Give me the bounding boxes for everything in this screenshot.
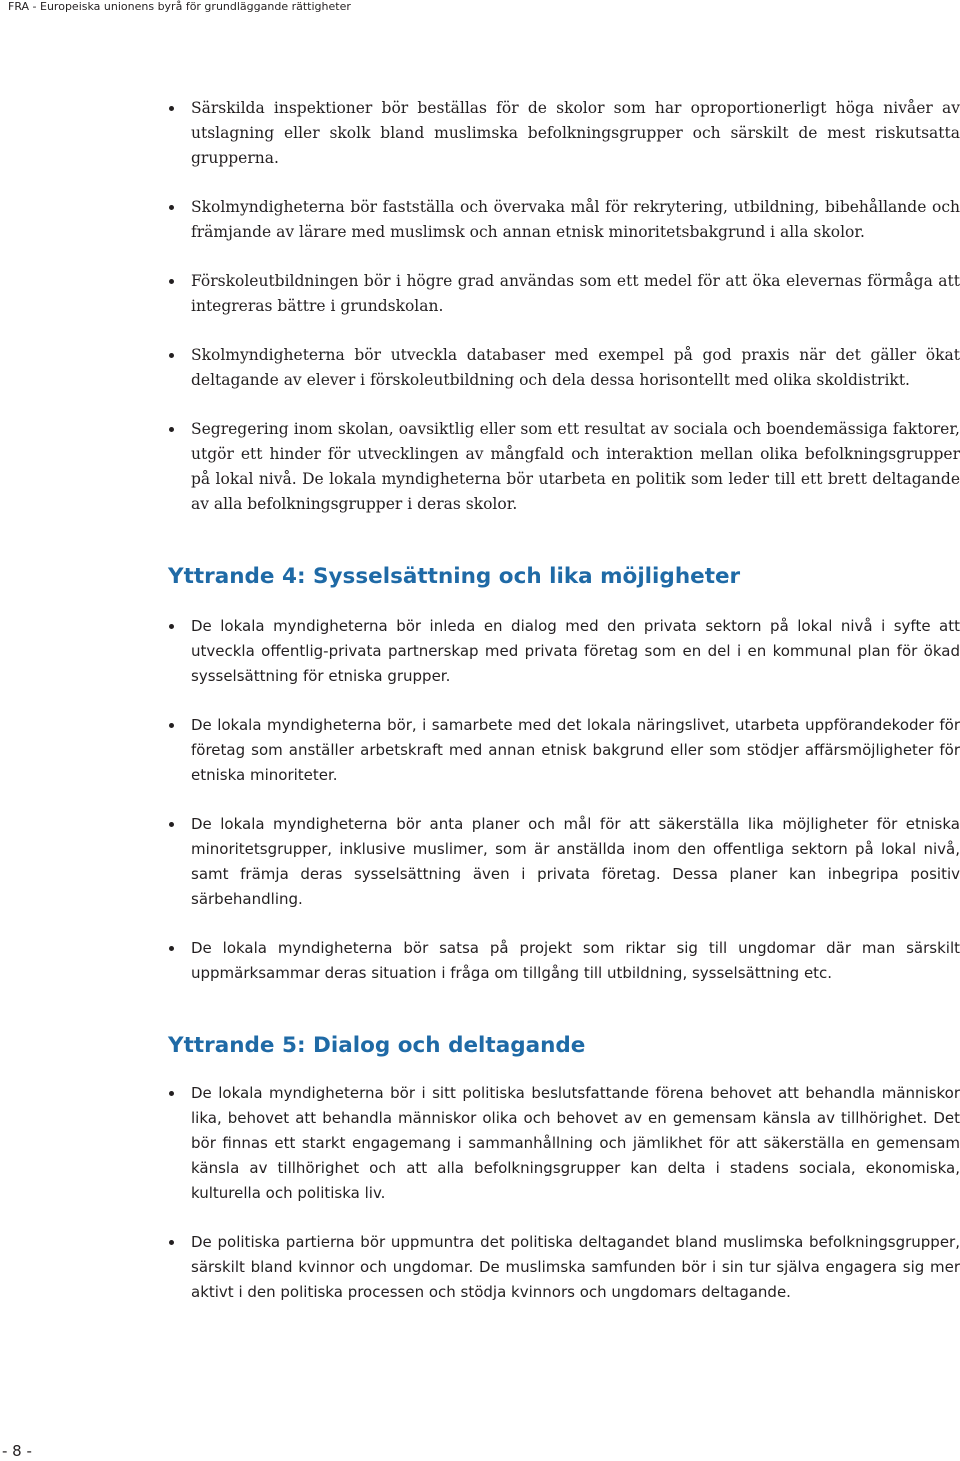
list-item-text: Skolmyndigheterna bör fastställa och övervaka mål för rekrytering, utbildning, bibehållande och främjande av lärare med muslimsk och annan etnisk minoritetsbakgrund i alla skolor. (191, 198, 960, 241)
list-item (168, 343, 960, 393)
bullet-icon (169, 624, 174, 629)
bullet-icon (169, 427, 174, 432)
list-item (168, 713, 960, 788)
list-item (168, 195, 960, 245)
bullet-icon (169, 1091, 174, 1096)
list-item-text: De lokala myndigheterna bör inleda en dialog med den privata sektorn på lokal nivå i syfte att utveckla offentlig-privata partnerskap med privata företag som en del i en kommunal plan för ökad sysselsättning för etniska grupper. (191, 617, 960, 685)
bullet-icon (169, 353, 174, 358)
bullet-icon (169, 822, 174, 827)
list-item (168, 417, 960, 517)
dialogue-bullet-list (168, 1081, 960, 1305)
list-item (168, 269, 960, 319)
running-header: FRA - Europeiska unionens byrå för grundläggande rättigheter (8, 0, 351, 13)
list-item-text: De lokala myndigheterna bör anta planer och mål för att säkerställa lika möjligheter för etniska minoritetsgrupper, inklusive muslimer, som är anställda inom den offentliga sektorn på lokal nivå, samt främja deras sysselsättning även i privata företag. Dessa planer kan inbegripa positiv särbehandling. (191, 815, 960, 908)
list-item-text: Särskilda inspektioner bör beställas för de skolor som har oproportionerligt höga nivåer av utslagning eller skolk bland muslimska befolkningsgrupper och särskilt de mest riskutsatta grupperna. (191, 99, 960, 167)
section-heading-dialogue: Yttrande 5: Dialog och deltagande (168, 1033, 586, 1058)
list-item-text: De lokala myndigheterna bör, i samarbete med det lokala näringslivet, utarbeta uppförandekoder för företag som anställer arbetskraft med annan etnisk bakgrund eller som stödjer affärsmöjligheter för etniska minoriteter. (191, 716, 960, 784)
bullet-icon (169, 205, 174, 210)
list-item (168, 1230, 960, 1305)
list-item-text: De lokala myndigheterna bör satsa på projekt som riktar sig till ungdomar där man särskilt uppmärksammar deras situation i fråga om tillgång till utbildning, sysselsättning etc. (191, 939, 960, 982)
bullet-icon (169, 723, 174, 728)
list-item-text: Förskoleutbildningen bör i högre grad användas som ett medel för att öka elevernas förmåga att integreras bättre i grundskolan. (191, 272, 960, 315)
list-item (168, 936, 960, 986)
list-item (168, 96, 960, 171)
bullet-icon (169, 106, 174, 111)
list-item (168, 1081, 960, 1206)
page-content (168, 96, 960, 1305)
list-item-text: Skolmyndigheterna bör utveckla databaser med exempel på god praxis när det gäller ökat deltagande av elever i förskoleutbildning och dela dessa horisontellt med olika skoldistrikt. (191, 346, 960, 389)
list-item-text: De politiska partierna bör uppmuntra det politiska deltagandet bland muslimska befolkningsgrupper, särskilt bland kvinnor och ungdomar. De muslimska samfunden bör i sin tur själva engagera sig mer aktivt i den politiska processen och stödja kvinnors och ungdomars deltagande. (191, 1233, 960, 1301)
bullet-icon (169, 1240, 174, 1245)
list-item (168, 812, 960, 912)
list-item-text: De lokala myndigheterna bör i sitt politiska beslutsfattande förena behovet att behandla människor lika, behovet att behandla människor olika och behovet av en gemensam känsla av tillhörighet. Det bör finnas ett starkt engagemang i sammanhållning och jämlikhet för att säkerställa en gemensam känsla av tillhörighet och att alla befolkningsgrupper kan delta i stadens sociala, ekonomiska, kulturella och politiska liv. (191, 1084, 960, 1202)
page-number: - 8 - (2, 1442, 32, 1460)
employment-bullet-list (168, 614, 960, 986)
bullet-icon (169, 946, 174, 951)
bullet-icon (169, 279, 174, 284)
list-item (168, 614, 960, 689)
list-item-text: Segregering inom skolan, oavsiktlig eller som ett resultat av sociala och boendemässiga faktorer, utgör ett hinder för utvecklingen av mångfald och interaktion mellan olika befolkningsgrupper på lokal nivå. De lokala myndigheterna bör utarbeta en politik som leder till ett brett deltagande av alla befolkningsgrupper i deras skolor. (191, 420, 960, 513)
intro-bullet-list (168, 96, 960, 517)
section-heading-employment: Yttrande 4: Sysselsättning och lika möjligheter (168, 564, 741, 589)
